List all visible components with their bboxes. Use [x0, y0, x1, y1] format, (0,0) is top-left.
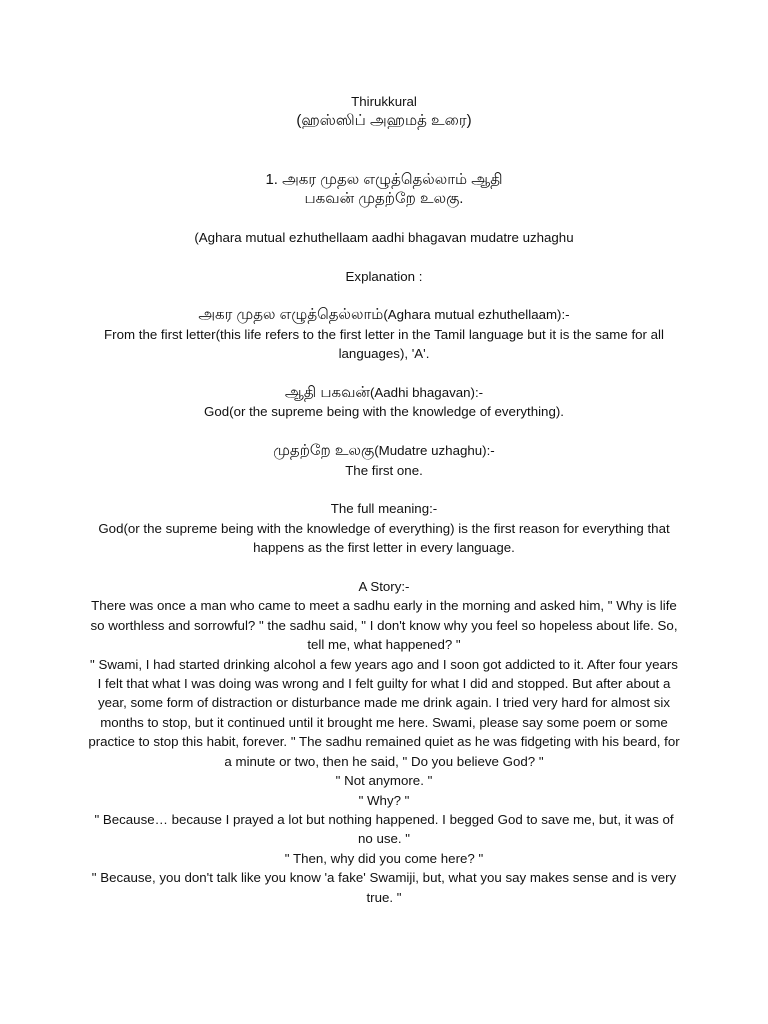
verse-line-2: பகவன் முதற்றே உலகு.: [304, 190, 464, 208]
story-paragraph: " Not anymore. ": [335, 773, 433, 789]
term-3-heading: [88, 441, 680, 460]
term-2-tamil: ஆதி பகவன்: [284, 384, 370, 402]
term-3-definition: The first one.: [345, 462, 423, 478]
verse-line-1: 1. அகர முதல எழுத்தெல்லாம் ஆதி: [265, 170, 503, 188]
document-title: Thirukkural: [351, 94, 417, 109]
document-body: [88, 92, 680, 907]
verse-transliteration: (Aghara mutual ezhuthellaam aadhi bhagavan mudatre uzhaghu: [194, 229, 574, 245]
term-2-latin: (Aadhi bhagavan):-: [369, 385, 484, 401]
spacer: [88, 480, 680, 499]
spacer: [88, 422, 680, 441]
full-meaning-text: God(or the supreme being with the knowledge of everything) is the first reason for everything that happens as the first letter in every language.: [98, 520, 670, 556]
full-meaning-label: The full meaning:-: [330, 501, 438, 517]
document-subtitle: (ஹஸ்ஸிப் அஹமத் உரை): [296, 112, 472, 130]
story-paragraph: " Because… because I prayed a lot but nothing happened. I begged God to save me, but, it was of no use. ": [94, 811, 674, 847]
story-paragraph: " Because, you don't talk like you know 'a fake' Swamiji, but, what you say makes sense and is very true. ": [91, 870, 677, 905]
spacer: [88, 364, 680, 383]
story-paragraph: " Why? ": [358, 792, 410, 808]
term-2-heading: [88, 383, 680, 402]
term-1-latin: (Aghara mutual ezhuthellaam):-: [383, 307, 570, 323]
term-1-heading: [88, 305, 680, 324]
term-2-definition: God(or the supreme being with the knowledge of everything).: [204, 404, 564, 420]
spacer: [88, 131, 680, 170]
term-3-tamil: முதற்றே உலகு: [273, 442, 375, 460]
term-1-definition: From the first letter(this life refers to the first letter in the Tamil language but it is the same for all languages), 'A'.: [104, 326, 664, 362]
story-label: A Story:-: [358, 579, 410, 595]
story-paragraph: " Then, why did you come here? ": [284, 850, 484, 866]
term-1-tamil: அகர முதல எழுத்தெல்லாம்: [198, 306, 384, 324]
story-paragraph: " Swami, I had started drinking alcohol a few years ago and I soon got addicted to it. After four years I felt that what I was doing was wrong and I felt guilty for what I did and stopped. But after about a year, some form of distraction or disturbance made me drink again. I tried very hard for almost six months to stop, but it continued until it brought me here. Swami, please say some poem or some practice to stop this habit, forever. " The sadhu remained quiet as he was fidgeting with his beard, for a minute or two, then he said, " Do you believe God? ": [88, 656, 680, 769]
spacer: [88, 558, 680, 577]
spacer: [88, 208, 680, 227]
spacer: [88, 286, 680, 305]
explanation-label: Explanation :: [345, 268, 423, 284]
spacer: [88, 247, 680, 266]
story-paragraph: There was once a man who came to meet a sadhu early in the morning and asked him, " Why is life so worthless and sorrowful? " the sadhu said, " I don't know why you feel so hopeless about life. So, tell me, what happened? ": [90, 598, 678, 653]
term-3-latin: (Mudatre uzhaghu):-: [374, 443, 495, 459]
